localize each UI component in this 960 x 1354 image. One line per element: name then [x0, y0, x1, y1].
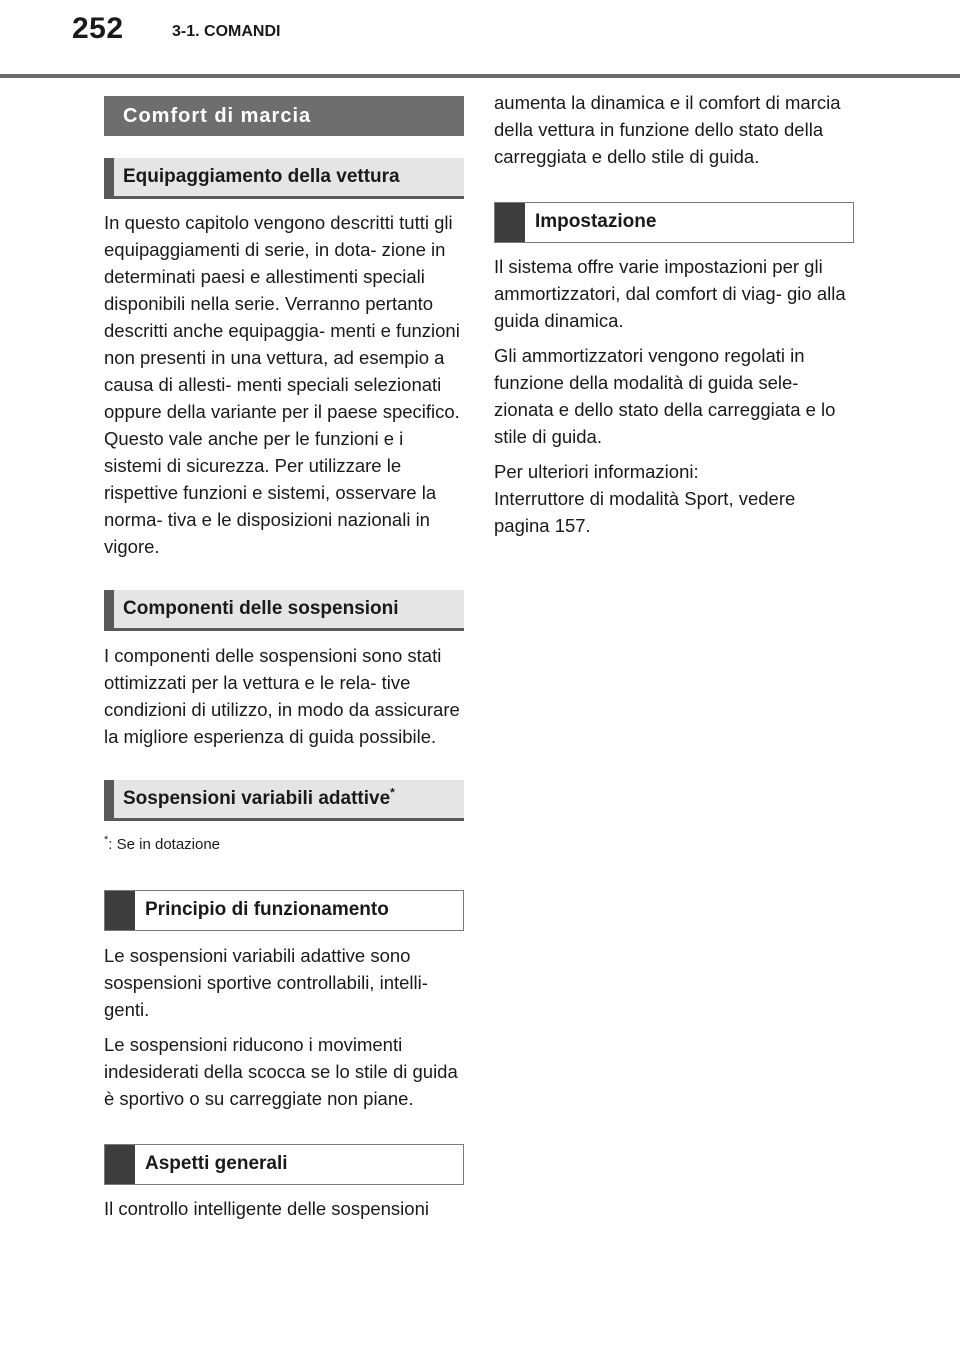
paragraph-impostazione-1: Il sistema offre varie impostazioni per gli ammortizzatori, dal comfort di viag- gio alla guida dinamica.	[494, 256, 846, 331]
paragraph-componenti: I componenti delle sospensioni sono stati ottimizzati per la vettura e le rela- tive condizioni di utilizzo, in modo da assicurare la migliore esperienza di guida possibile.	[104, 645, 460, 747]
footnote-marker: *	[104, 834, 109, 846]
footnote-text: : Se in dotazione	[108, 836, 221, 853]
heading-sospensioni-adattive	[104, 780, 464, 821]
paragraph-principio-2: Le sospensioni riducono i movimenti indesiderati della scocca se lo stile di guida è sportivo o su carreggiate non piane.	[104, 1034, 458, 1109]
paragraph-aspetti-cont: aumenta la dinamica e il comfort di marcia della vettura in funzione dello stato della carreggiata e dello stile di guida.	[494, 92, 841, 167]
page-header	[0, 0, 960, 80]
footnote	[104, 830, 464, 855]
subheading-impostazione: Impostazione	[494, 202, 854, 243]
subheading-aspetti: Aspetti generali	[104, 1144, 464, 1185]
paragraph-aspetti: Il controllo intelligente delle sospensioni	[104, 1198, 429, 1219]
heading-componenti: Componenti delle sospensioni	[104, 590, 464, 631]
paragraph-impostazione-2: Gli ammortizzatori vengono regolati in funzione della modalità di guida sele- zionata e dello stato della carreggiata e lo stile di guida.	[494, 345, 836, 447]
section-title-comfort: Comfort di marcia	[104, 96, 464, 136]
subheading-principio: Principio di funzionamento	[104, 890, 464, 931]
asterisk-marker: *	[390, 785, 395, 800]
header-divider	[0, 74, 960, 78]
left-column	[104, 96, 464, 1222]
chapter-title: 3-1. COMANDI	[172, 23, 281, 40]
heading-sospensioni-adattive-label: Sospensioni variabili adattive	[123, 788, 391, 809]
paragraph-equipaggiamento: In questo capitolo vengono descritti tutti gli equipaggiamenti di serie, in dota- zione in determinati paesi e allestimenti speciali disponibili nella serie. Verranno pertanto descritti anche equipaggia- menti e funzioni non presenti in una vettura, ad esempio a causa di allesti- menti speciali selezionati oppure della variante per il paese specifico. Questo vale anche per le funzioni e i sistemi di sicurezza. Per utilizzare le rispettive funzioni e sistemi, osservare la norma- tiva e le disposizioni nazionali in vigore.	[104, 212, 460, 557]
paragraph-impostazione-3b: Interruttore di modalità Sport, vedere pagina 157.	[494, 488, 796, 536]
paragraph-impostazione-3a: Per ulteriori informazioni:	[494, 461, 699, 482]
page-number: 252	[72, 12, 124, 45]
right-column	[494, 89, 854, 539]
heading-equipaggiamento: Equipaggiamento della vettura	[104, 158, 464, 199]
paragraph-principio-1: Le sospensioni variabili adattive sono sospensioni sportive controllabili, intelli- genti.	[104, 945, 428, 1020]
